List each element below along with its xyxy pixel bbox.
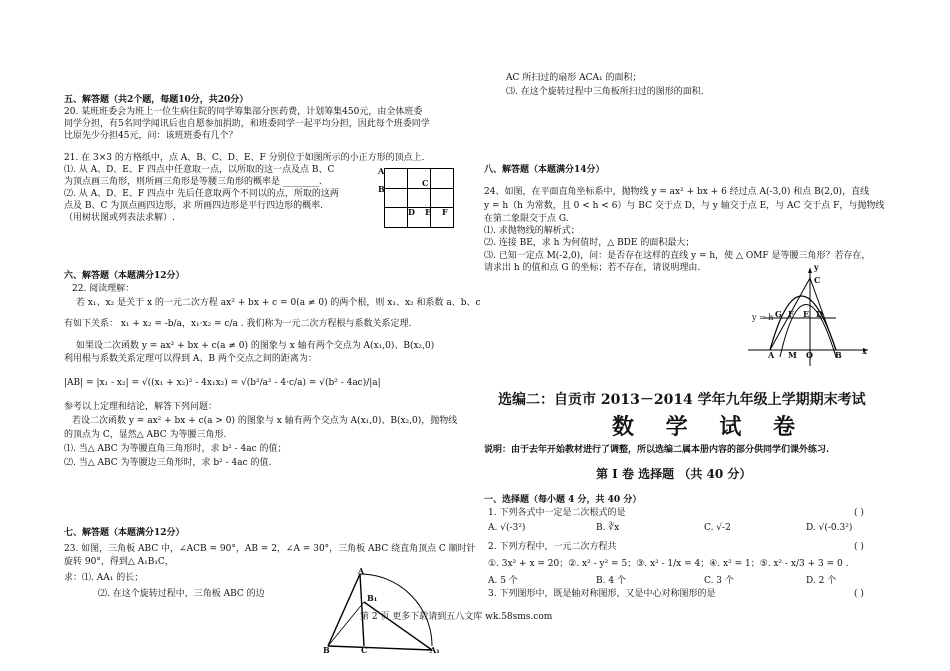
q2-answer-paren: ( ) [854, 542, 864, 552]
parab-label-d: D [816, 309, 823, 319]
q24-line: 在第二象限交于点 G. [484, 214, 569, 224]
q22-formula: |AB| = |x₁ - x₂| = √((x₁ + x₂)² - 4x₁x₂) = √(b²/a² - 4·c/a) = √(b² - 4ac)/|a| [64, 378, 381, 388]
tri-label-a1: A₁ [430, 645, 440, 655]
tri-label-a: A [358, 566, 365, 576]
q23-line: ⑵. 在这个旋转过程中，三角板 ABC 的边 [98, 589, 265, 599]
q2-option-a: A. 5 个 [488, 576, 518, 586]
parab-label-g: G [775, 309, 782, 319]
q22-line: 若设二次函数 y = ax² + bx + c(a > 0) 的图象与 x 轴有两个交点为 A(x₁,0)、B(x₂,0)，抛物线 [72, 416, 458, 426]
parab-label-e: E [803, 309, 810, 319]
q24-line: ⑵. 连接 BE，求 h 为何值时，△ BDE 的面积最大； [484, 238, 695, 248]
parab-label-yh: y = h [752, 313, 774, 322]
subject-title: 数 学 试 卷 [612, 414, 807, 440]
parab-label-f: F [788, 309, 794, 319]
grid-label-b: B [378, 184, 385, 194]
q21-line: 为顶点画三角形，则所画三角形是等腰三角形的概率是 ________. [64, 177, 322, 187]
q23-line: 旋转 90°，得到△ A₁B₁C， [64, 557, 174, 567]
q24-line: 24、如图，在平面直角坐标系中，抛物线 y = ax² + bx + 6 经过点 A(-3,0) 和点 B(2,0)，直线 [484, 187, 870, 197]
q23-line: 求：⑴. AA₁ 的长； [64, 573, 144, 583]
q24-line: ⑶. 已知一定点 M(-2,0)，问：是否存在这样的直线 y = h，使 △ OMF 是等腰三角形？若存在， [484, 251, 871, 261]
q20-line: 20. 某班班委会为班上一位生病住院的同学筹集部分医药费，计划筹集450元，由全体班委 [64, 107, 423, 117]
q2-text: 2. 下列方程中，一元二次方程共 [488, 542, 617, 552]
q3-answer-paren: ( ) [854, 589, 864, 599]
q21-line: 21. 在 3×3 的方格纸中，点 A、B、C、D、E、F 分别位于如图所示的小正方形的顶点上. [64, 153, 425, 163]
q3-text: 3. 下列图形中，既是轴对称图形，又是中心对称图形的是 [488, 589, 716, 599]
parab-label-y: y [814, 262, 819, 272]
exam-title: 选编二：自贡市 2013－2014 学年九年级上学期期末考试 [498, 392, 866, 408]
section-5-title: 五、解答题（共2个题，每题10分，共20分） [64, 95, 249, 105]
page-footer: 第 2 页 更多下载请到五八文库 wk.58sms.com [360, 612, 553, 622]
grid-label-d: D [408, 207, 415, 217]
tri-label-c: C [361, 645, 368, 655]
section-8-title: 八、解答题（本题满分14分） [484, 165, 605, 175]
parab-label-b: B [835, 350, 842, 360]
q22-line: 22. 阅读理解： [72, 284, 135, 294]
q23-line: AC 所扫过的扇形 ACA₁ 的面积； [506, 73, 642, 83]
q2-options: ①. 3x² + x = 20；②. x² - y² = 5；③. x² - 1/x = 4；④. x² = 1；⑤. x² - x/3 + 3 = 0 . [488, 559, 849, 569]
q24-line: y = h（h 为常数，且 0 < h < 6）与 BC 交于点 D，与 y 轴交于点 E，与 AC 交于点 F，与抛物线 [484, 201, 885, 211]
q2-option-c: C. 3 个 [704, 576, 734, 586]
grid-label-a: A [378, 166, 385, 176]
q1-option-b: B. ∛x [596, 523, 620, 533]
q24-line: 请求出 h 的值和点 G 的坐标；若不存在，请说明理由. [484, 263, 701, 273]
q22-line: 若 x₁、x₂ 是关于 x 的一元二次方程 ax² + bx + c = 0(a ≠ 0) 的两个根，则 x₁、x₂ 和系数 a、b、c [76, 298, 481, 308]
tri-label-b1: B₁ [367, 593, 378, 603]
q22-line: 有如下关系： x₁ + x₂ = -b/a，x₁·x₂ = c/a . 我们称为一元二次方程根与系数关系定理. [64, 319, 412, 329]
q23-line: 23. 如图，三角板 ABC 中，∠ACB = 90°，AB = 2，∠A = 30°，三角板 ABC 绕直角顶点 C 顺时针 [64, 544, 476, 554]
q21-line: 点及 B、C 为顶点画四边形，求 所画四边形是平行四边形的概率. [64, 201, 323, 211]
q1-option-a: A. √(-3²) [488, 523, 526, 533]
q21-line: ⑵. 从 A、D、E、F 四点中 先后任意取两个不同以的点，所取的这两 [64, 189, 339, 199]
q22-line: 利用根与系数关系定理可以得到 A、B 两个交点之间的距离为： [64, 354, 317, 364]
grid-label-e: E [425, 207, 432, 217]
tri-label-b: B [323, 645, 330, 655]
parab-label-c: C [814, 275, 821, 285]
q1-option-d: D. √(-0.3²) [806, 523, 853, 533]
parab-label-o: O [806, 350, 813, 360]
parab-label-m: M [788, 350, 797, 360]
q24-line: ⑴. 求抛物线的解析式； [484, 226, 580, 236]
section-6-title: 六、解答题（本题满分12分） [64, 271, 185, 281]
q1-text: 1. 下列各式中一定是二次根式的是 [488, 508, 626, 518]
parab-label-a: A [768, 350, 775, 360]
parab-label-x: x [862, 346, 867, 356]
q2-option-b: B. 4 个 [596, 576, 626, 586]
q22-line: ⑴. 当△ ABC 为等腰直角三角形时，求 b² - 4ac 的值； [64, 444, 287, 454]
q1-answer-paren: ( ) [854, 508, 864, 518]
q22-line: 的顶点为 C，显然△ ABC 为等腰三角形. [64, 430, 227, 440]
q21-line: （用树状图或列表法求解）. [64, 213, 175, 223]
q1-option-c: C. √-2 [704, 523, 731, 533]
q22-line: ⑵. 当△ ABC 为等腰边三角形时，求 b² - 4ac 的值. [64, 458, 272, 468]
mc-title: 一、选择题（每小题 4 分，共 40 分） [484, 495, 642, 505]
q20-line: 同学分担，有5名同学闻讯后也自愿参加捐助，和班委同学一起平均分担，因此每个班委同学 [64, 119, 430, 129]
q21-line: ⑴. 从 A、D、E、F 四点中任意取一点，以所取的这一点及点 B、C [64, 165, 335, 175]
q22-line: 参考以上定理和结论，解答下列问题： [64, 402, 218, 412]
q20-line: 比原先少分担45元，问：该班班委有几个？ [64, 131, 238, 141]
q23-line: ⑶. 在这个旋转过程中三角板所扫过的图形的面积. [506, 87, 704, 97]
grid-label-f: F [442, 207, 448, 217]
section-7-title: 七、解答题（本题满分12分） [64, 528, 185, 538]
part-1-title: 第 Ⅰ 卷 选择题 （共 40 分） [596, 467, 752, 481]
grid-label-c: C [422, 178, 429, 188]
q22-line: 如果设二次函数 y = ax² + bx + c(a ≠ 0) 的图象与 x 轴有两个交点为 A(x₁,0)、B(x₂,0) [76, 341, 435, 351]
q2-option-d: D. 2 个 [806, 576, 837, 586]
note: 说明：由于去年开始教材进行了调整，所以选编二属本册内容的部分供同学们课外练习. [484, 445, 830, 455]
